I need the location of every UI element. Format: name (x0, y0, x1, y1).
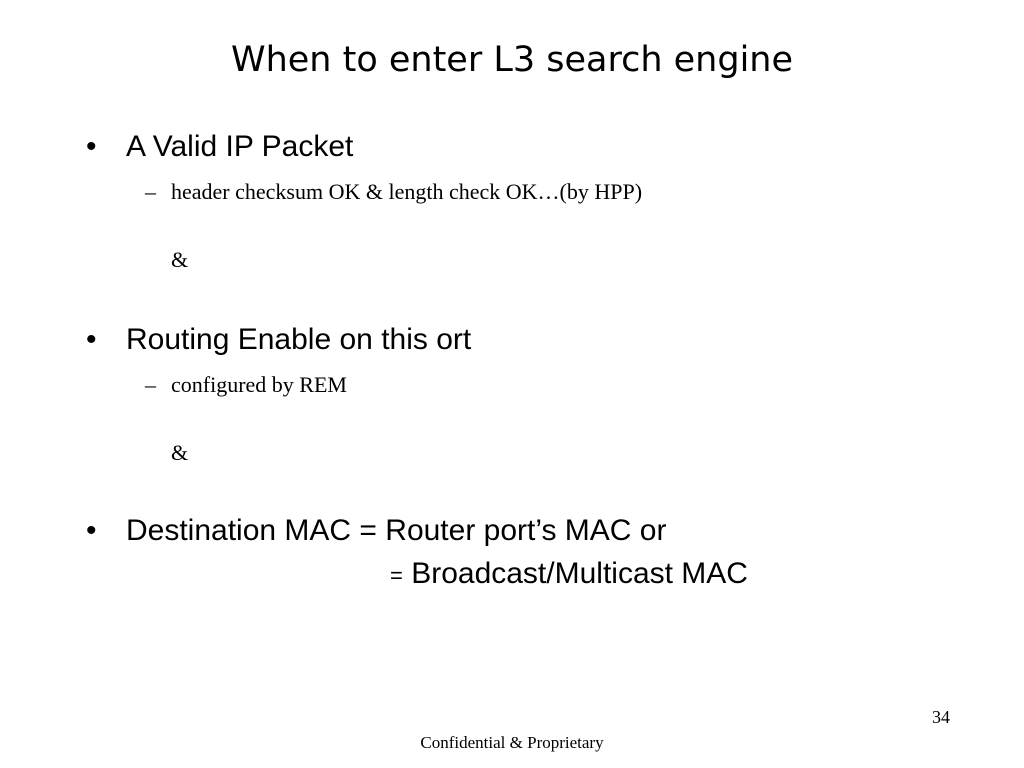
bullet-marker: • (86, 514, 97, 547)
continuation-text: Broadcast/Multicast MAC (402, 557, 748, 590)
bullet-item (86, 322, 471, 358)
slide-title: When to enter L3 search engine (230, 40, 794, 80)
bullet-marker: • (86, 323, 97, 356)
bullet-continuation (390, 556, 748, 594)
sub-bullet-text: configured by REM (171, 372, 347, 397)
sub-bullet-marker: – (145, 372, 156, 397)
connector-ampersand: & (171, 440, 189, 465)
bullet-item (86, 129, 353, 165)
bullet-marker: • (86, 130, 97, 163)
sub-bullet-item (145, 178, 642, 206)
equals-sign: = (390, 563, 403, 588)
connector-ampersand: & (171, 247, 189, 272)
sub-bullet-marker: – (145, 179, 156, 204)
sub-bullet-text: header checksum OK & length check OK…(by HPP) (171, 179, 643, 204)
bullet-text: A Valid IP Packet (126, 130, 354, 163)
bullet-item (86, 513, 666, 549)
footer-confidentiality: Confidential & Proprietary (420, 733, 604, 752)
sub-bullet-item (145, 371, 347, 399)
page-number: 34 (932, 707, 950, 727)
bullet-text: Destination MAC = Router port’s MAC or (126, 514, 667, 547)
bullet-text: Routing Enable on this ort (126, 323, 472, 356)
